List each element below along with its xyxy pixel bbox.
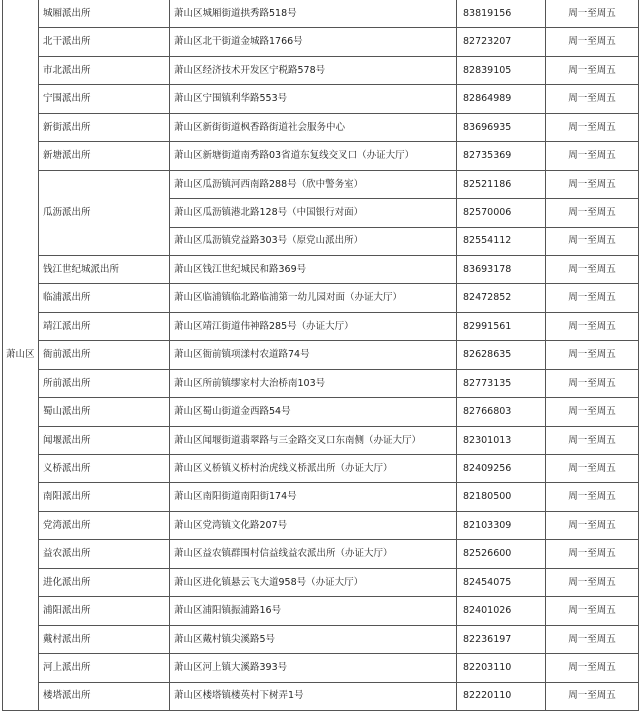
table-row	[3, 56, 639, 84]
address-cell: 萧山区城厢街道拱秀路518号	[170, 0, 457, 28]
address-cell: 萧山区靖江街道伟神路285号（办证大厅）	[170, 312, 457, 340]
table-row	[3, 654, 639, 682]
hours-cell: 周一至周五	[546, 682, 639, 710]
address-cell: 萧山区闻堰街道翡翠路与三金路交叉口东南侧（办证大厅）	[170, 426, 457, 454]
hours-cell: 周一至周五	[546, 28, 639, 56]
table-row	[3, 540, 639, 568]
station-name-cell: 浦阳派出所	[39, 597, 170, 625]
station-name-cell: 进化派出所	[39, 568, 170, 596]
address-cell: 萧山区北干街道金城路1766号	[170, 28, 457, 56]
address-cell: 萧山区南阳街道南阳街174号	[170, 483, 457, 511]
phone-cell: 82472852	[457, 284, 546, 312]
station-name-cell: 益农派出所	[39, 540, 170, 568]
phone-cell: 82735369	[457, 142, 546, 170]
station-name-cell: 楼塔派出所	[39, 682, 170, 710]
address-cell: 萧山区楼塔镇楼英村下树弄1号	[170, 682, 457, 710]
station-name-cell: 临浦派出所	[39, 284, 170, 312]
hours-cell: 周一至周五	[546, 597, 639, 625]
phone-cell: 82991561	[457, 312, 546, 340]
address-cell: 萧山区新塘街道南秀路03省道东复线交叉口（办证大厅）	[170, 142, 457, 170]
phone-cell: 82220110	[457, 682, 546, 710]
station-name-cell: 党湾派出所	[39, 511, 170, 539]
address-cell: 萧山区党湾镇文化路207号	[170, 511, 457, 539]
station-name-cell: 义桥派出所	[39, 455, 170, 483]
address-cell: 萧山区新街街道枫香路街道社会服务中心	[170, 113, 457, 141]
phone-cell: 82301013	[457, 426, 546, 454]
station-name-cell: 闻堰派出所	[39, 426, 170, 454]
address-cell: 萧山区宁围镇利华路553号	[170, 85, 457, 113]
phone-cell: 83693178	[457, 255, 546, 283]
phone-cell: 82526600	[457, 540, 546, 568]
address-cell: 萧山区益农镇群围村信益线益农派出所（办证大厅）	[170, 540, 457, 568]
hours-cell: 周一至周五	[546, 312, 639, 340]
table-row	[3, 682, 639, 710]
table-row	[3, 255, 639, 283]
address-cell: 萧山区瓜沥镇河西南路288号（欣中警务室）	[170, 170, 457, 198]
table-row	[3, 284, 639, 312]
table-row	[3, 113, 639, 141]
table-row	[3, 28, 639, 56]
hours-cell: 周一至周五	[546, 341, 639, 369]
district-cell: 萧山区	[3, 0, 39, 710]
address-cell: 萧山区经济技术开发区宁税路578号	[170, 56, 457, 84]
hours-cell: 周一至周五	[546, 625, 639, 653]
hours-cell: 周一至周五	[546, 284, 639, 312]
hours-cell: 周一至周五	[546, 113, 639, 141]
address-cell: 萧山区钱江世纪城民和路369号	[170, 255, 457, 283]
phone-cell: 82409256	[457, 455, 546, 483]
address-cell: 萧山区戴村镇尖溪路5号	[170, 625, 457, 653]
table-row	[3, 426, 639, 454]
police-station-table	[2, 0, 639, 711]
address-cell: 萧山区瓜沥镇港北路128号（中国银行对面）	[170, 199, 457, 227]
hours-cell: 周一至周五	[546, 369, 639, 397]
station-name-cell: 靖江派出所	[39, 312, 170, 340]
station-name-cell: 南阳派出所	[39, 483, 170, 511]
table-row	[3, 568, 639, 596]
phone-cell: 83819156	[457, 0, 546, 28]
address-cell: 萧山区河上镇大溪路393号	[170, 654, 457, 682]
phone-cell: 82554112	[457, 227, 546, 255]
hours-cell: 周一至周五	[546, 56, 639, 84]
station-name-cell: 市北派出所	[39, 56, 170, 84]
phone-cell: 82103309	[457, 511, 546, 539]
address-cell: 萧山区衙前镇项漾村农道路74号	[170, 341, 457, 369]
phone-cell: 82723207	[457, 28, 546, 56]
station-name-cell: 瓜沥派出所	[39, 170, 170, 255]
station-name-cell: 所前派出所	[39, 369, 170, 397]
phone-cell: 82864989	[457, 85, 546, 113]
table-row	[3, 0, 639, 28]
table-row	[3, 170, 639, 198]
table-row	[3, 511, 639, 539]
hours-cell: 周一至周五	[546, 483, 639, 511]
phone-cell: 82766803	[457, 398, 546, 426]
hours-cell: 周一至周五	[546, 199, 639, 227]
phone-cell: 82570006	[457, 199, 546, 227]
table-row	[3, 341, 639, 369]
address-cell: 萧山区瓜沥镇党益路303号（原党山派出所）	[170, 227, 457, 255]
table-row	[3, 597, 639, 625]
table-body	[3, 0, 639, 710]
phone-cell: 82628635	[457, 341, 546, 369]
hours-cell: 周一至周五	[546, 170, 639, 198]
station-name-cell: 戴村派出所	[39, 625, 170, 653]
hours-cell: 周一至周五	[546, 654, 639, 682]
hours-cell: 周一至周五	[546, 0, 639, 28]
station-name-cell: 蜀山派出所	[39, 398, 170, 426]
hours-cell: 周一至周五	[546, 142, 639, 170]
hours-cell: 周一至周五	[546, 426, 639, 454]
phone-cell: 82454075	[457, 568, 546, 596]
table-row	[3, 398, 639, 426]
phone-cell: 82180500	[457, 483, 546, 511]
hours-cell: 周一至周五	[546, 540, 639, 568]
phone-cell: 82521186	[457, 170, 546, 198]
address-cell: 萧山区临浦镇临北路临浦第一幼儿园对面（办证大厅）	[170, 284, 457, 312]
table-row	[3, 142, 639, 170]
hours-cell: 周一至周五	[546, 85, 639, 113]
station-name-cell: 宁围派出所	[39, 85, 170, 113]
table-row	[3, 455, 639, 483]
address-cell: 萧山区所前镇缪家村大治桥南103号	[170, 369, 457, 397]
station-name-cell: 钱江世纪城派出所	[39, 255, 170, 283]
station-name-cell: 河上派出所	[39, 654, 170, 682]
table-row	[3, 85, 639, 113]
hours-cell: 周一至周五	[546, 398, 639, 426]
address-cell: 萧山区蜀山街道金西路54号	[170, 398, 457, 426]
phone-cell: 83696935	[457, 113, 546, 141]
station-name-cell: 城厢派出所	[39, 0, 170, 28]
address-cell: 萧山区浦阳镇振浦路16号	[170, 597, 457, 625]
phone-cell: 82773135	[457, 369, 546, 397]
phone-cell: 82401026	[457, 597, 546, 625]
phone-cell: 82236197	[457, 625, 546, 653]
phone-cell: 82203110	[457, 654, 546, 682]
phone-cell: 82839105	[457, 56, 546, 84]
hours-cell: 周一至周五	[546, 455, 639, 483]
table-row	[3, 625, 639, 653]
hours-cell: 周一至周五	[546, 227, 639, 255]
hours-cell: 周一至周五	[546, 511, 639, 539]
table-row	[3, 312, 639, 340]
table-row	[3, 369, 639, 397]
table-row	[3, 483, 639, 511]
hours-cell: 周一至周五	[546, 255, 639, 283]
hours-cell: 周一至周五	[546, 568, 639, 596]
address-cell: 萧山区义桥镇义桥村治虎线义桥派出所（办证大厅）	[170, 455, 457, 483]
address-cell: 萧山区进化镇悬云飞大道958号（办证大厅）	[170, 568, 457, 596]
station-name-cell: 新塘派出所	[39, 142, 170, 170]
station-name-cell: 新街派出所	[39, 113, 170, 141]
station-name-cell: 衙前派出所	[39, 341, 170, 369]
station-name-cell: 北干派出所	[39, 28, 170, 56]
